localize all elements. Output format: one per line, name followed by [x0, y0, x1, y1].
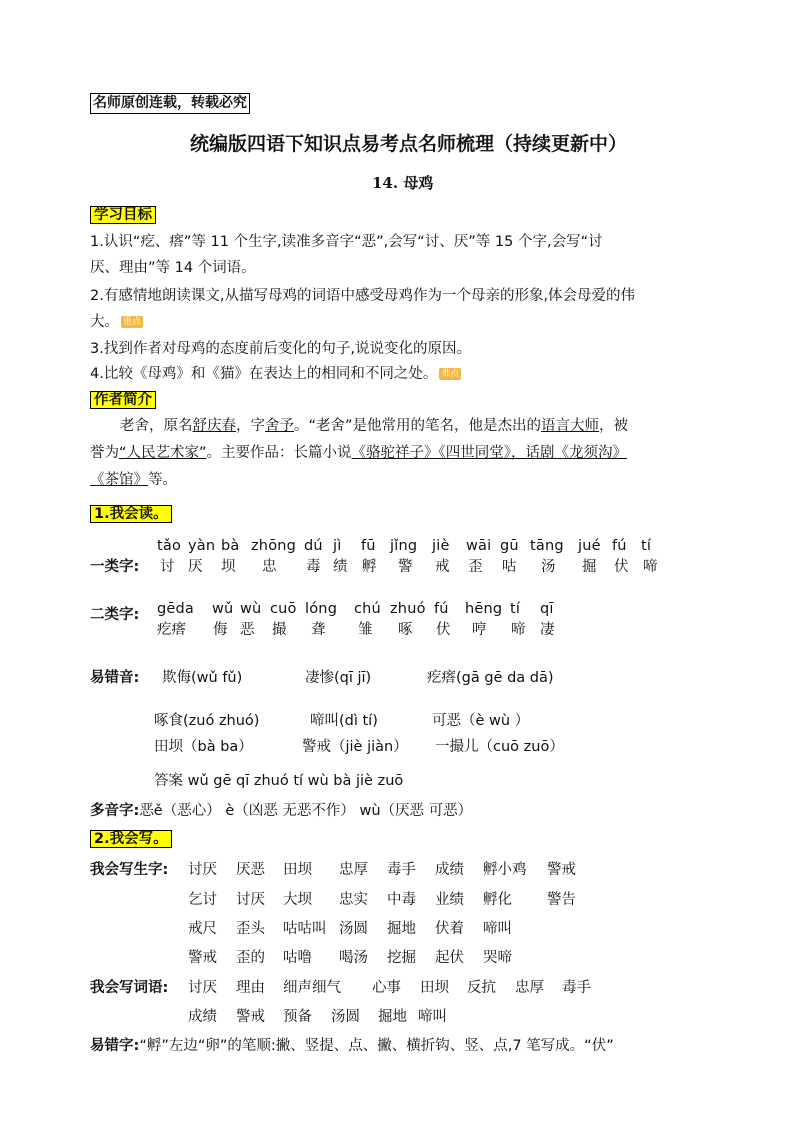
- error-item: 田坝（bà ba）: [154, 739, 253, 755]
- write-char-word: 哭啼: [483, 950, 512, 966]
- pinyin: fú: [434, 601, 449, 617]
- write-word: 反抗: [467, 980, 496, 996]
- hanzi: 掘: [582, 559, 597, 575]
- hanzi: 雏: [358, 622, 373, 638]
- hanzi: 伏: [436, 622, 451, 638]
- write-char-word: 戒尺: [188, 921, 217, 937]
- hanzi: 厌: [188, 559, 203, 575]
- pinyin: wāi: [466, 538, 492, 554]
- pinyin: tí: [510, 601, 521, 617]
- hanzi: 侮: [213, 622, 228, 638]
- write-word: 掘地: [378, 1009, 407, 1025]
- pinyin: wù: [240, 601, 262, 617]
- write-word: 理由: [236, 980, 265, 996]
- hanzi: 啄: [398, 622, 413, 638]
- write-words-label: 我会写词语:: [90, 980, 169, 996]
- pinyin: cuō: [270, 601, 297, 617]
- read-heading: 1.我会读。: [90, 502, 172, 523]
- hanzi: 孵: [362, 559, 377, 575]
- write-char-word: 田坝: [283, 862, 312, 878]
- write-char-word: 啼叫: [483, 921, 512, 937]
- write-heading: 2.我会写。: [90, 827, 172, 848]
- error-char-line: 易错字:“孵”左边“卵”的笔顺:撇、竖提、点、撇、横折钩、竖、点,7 笔写成。“伏”: [90, 1038, 614, 1054]
- hanzi: 咕: [502, 559, 517, 575]
- pinyin: dú: [304, 538, 323, 554]
- write-char-word: 掘地: [387, 921, 416, 937]
- pinyin: zhōng: [251, 538, 297, 554]
- pinyin: lóng: [305, 601, 338, 617]
- write-char-word: 警告: [547, 892, 576, 908]
- key-point-badge: 重点: [123, 317, 142, 327]
- goal-2b: 大。 重点: [90, 314, 142, 330]
- write-word: 讨厌: [188, 980, 217, 996]
- error-item: 欺侮(wǔ fǔ): [162, 670, 243, 686]
- hanzi: 坝: [221, 559, 236, 575]
- write-char-word: 挖掘: [387, 950, 416, 966]
- pinyin: qī: [540, 601, 554, 617]
- hanzi: 哼: [472, 622, 487, 638]
- write-char-word: 中毒: [387, 892, 416, 908]
- write-char-word: 业绩: [435, 892, 464, 908]
- pinyin: fū: [361, 538, 376, 554]
- hanzi: 绩: [333, 559, 348, 575]
- pinyin: jì: [333, 538, 342, 554]
- write-char-word: 讨厌: [188, 862, 217, 878]
- pinyin: gēda: [157, 601, 195, 617]
- author-heading: 作者简介: [90, 388, 156, 409]
- write-char-word: 警戒: [547, 862, 576, 878]
- header-box: 名师原创连载，转载必究: [90, 93, 250, 114]
- write-word: 田坝: [420, 980, 449, 996]
- write-char-word: 歪头: [236, 921, 265, 937]
- hanzi: 凄: [540, 622, 555, 638]
- error-item: 凄惨(qī jī): [305, 670, 372, 686]
- write-char-word: 成绩: [435, 862, 464, 878]
- hanzi: 戒: [435, 559, 450, 575]
- write-word: 成绩: [188, 1009, 217, 1025]
- pinyin: tǎo: [157, 538, 182, 554]
- write-char-word: 咕噜: [283, 950, 312, 966]
- write-char-word: 乞讨: [188, 892, 217, 908]
- error-item: 疙瘩(gā gē da dā): [427, 670, 554, 686]
- goal-4: 4.比较《母鸡》和《猫》在表达上的相同和不同之处。 难点: [90, 366, 460, 382]
- pinyin: hēng: [465, 601, 503, 617]
- pinyin: fú: [612, 538, 627, 554]
- pinyin: tí: [641, 538, 652, 554]
- answer-line: 答案 wǔ gē qī zhuó tí wù bà jiè zuō: [154, 773, 404, 789]
- hanzi: 汤: [541, 559, 556, 575]
- error-item: 一撮儿（cuō zuō）: [435, 739, 564, 755]
- goal-1: 1.认识“疙、瘩”等 11 个生字,读准多音字“恶”,会写“讨、厌”等 15 个字,会写“讨: [90, 234, 603, 250]
- error-sound-label: 易错音:: [90, 670, 140, 686]
- hanzi: 毒: [306, 559, 321, 575]
- write-char-word: 歪的: [236, 950, 265, 966]
- write-char-word: 汤圆: [339, 921, 368, 937]
- author-para-1: 老舍，原名舒庆春，字舍予。“老舍”是他常用的笔名，他是杰出的语言大师，被: [120, 418, 629, 434]
- write-char-word: 伏着: [435, 921, 464, 937]
- write-word: 警戒: [236, 1009, 265, 1025]
- write-char-word: 大坝: [283, 892, 312, 908]
- author-para-2: 誉为“人民艺术家”。主要作品：长篇小说《骆驼祥子》《四世同堂》，话剧《龙须沟》: [90, 445, 628, 461]
- hanzi: 啼: [511, 622, 526, 638]
- hanzi: 啼: [643, 559, 658, 575]
- write-word: 啼叫: [418, 1009, 447, 1025]
- write-word: 忠厚: [515, 980, 544, 996]
- write-word: 预备: [283, 1009, 312, 1025]
- goal-2: 2.有感情地朗读课文,从描写母鸡的词语中感受母鸡作为一个母亲的形象,体会母爱的伟: [90, 288, 636, 304]
- hanzi: 讨: [160, 559, 175, 575]
- pinyin: zhuó: [390, 601, 426, 617]
- pinyin: gū: [500, 538, 519, 554]
- write-word: 毒手: [562, 980, 591, 996]
- hanzi: 聋: [311, 622, 326, 638]
- difficult-point-badge: 难点: [441, 369, 460, 379]
- write-char-word: 讨厌: [236, 892, 265, 908]
- write-char-word: 警戒: [188, 950, 217, 966]
- pinyin: jué: [578, 538, 601, 554]
- goals-heading: 学习目标: [90, 203, 156, 224]
- write-char-word: 孵小鸡: [483, 862, 527, 878]
- write-char-word: 毒手: [387, 862, 416, 878]
- lesson-title: 14. 母鸡: [372, 174, 434, 192]
- write-char-word: 孵化: [483, 892, 512, 908]
- write-char-word: 咕咕叫: [283, 921, 327, 937]
- pinyin: tāng: [530, 538, 564, 554]
- hanzi: 恶: [240, 622, 255, 638]
- write-chars-label: 我会写生字:: [90, 862, 169, 878]
- error-item: 啼叫(dì tí): [310, 713, 378, 729]
- pinyin: bà: [221, 538, 240, 554]
- error-item: 警戒（jiè jiàn）: [302, 739, 408, 755]
- hanzi: 伏: [614, 559, 629, 575]
- goal-1b: 厌、理由”等 14 个词语。: [90, 260, 256, 276]
- write-word: 汤圆: [331, 1009, 360, 1025]
- doc-title: 统编版四语下知识点易考点名师梳理（持续更新中）: [190, 133, 628, 155]
- pinyin: yàn: [188, 538, 216, 554]
- pinyin: jǐng: [390, 538, 418, 554]
- class2-label: 二类字:: [90, 607, 140, 623]
- write-char-word: 喝汤: [339, 950, 368, 966]
- author-para-3: 《茶馆》等。: [90, 472, 177, 488]
- pinyin: wǔ: [212, 601, 234, 617]
- polyphone-line: 多音字:恶ě（恶心） è（凶恶 无恶不作） wù（厌恶 可恶）: [90, 803, 473, 819]
- write-char-word: 忠实: [339, 892, 368, 908]
- class1-label: 一类字:: [90, 559, 140, 575]
- error-item: 可恶（è wù ）: [432, 713, 530, 729]
- pinyin: jiè: [432, 538, 450, 554]
- hanzi: 歪: [468, 559, 483, 575]
- write-char-word: 起伏: [435, 950, 464, 966]
- hanzi: 疙瘩: [157, 622, 186, 638]
- hanzi: 撮: [272, 622, 287, 638]
- pinyin: chú: [354, 601, 381, 617]
- write-word: 心事: [372, 980, 401, 996]
- error-item: 啄食(zuó zhuó): [154, 713, 260, 729]
- write-char-word: 厌恶: [236, 862, 265, 878]
- goal-3: 3.找到作者对母鸡的态度前后变化的句子,说说变化的原因。: [90, 341, 471, 357]
- hanzi: 警: [398, 559, 413, 575]
- write-word: 细声细气: [283, 980, 341, 996]
- hanzi: 忠: [262, 559, 277, 575]
- write-char-word: 忠厚: [339, 862, 368, 878]
